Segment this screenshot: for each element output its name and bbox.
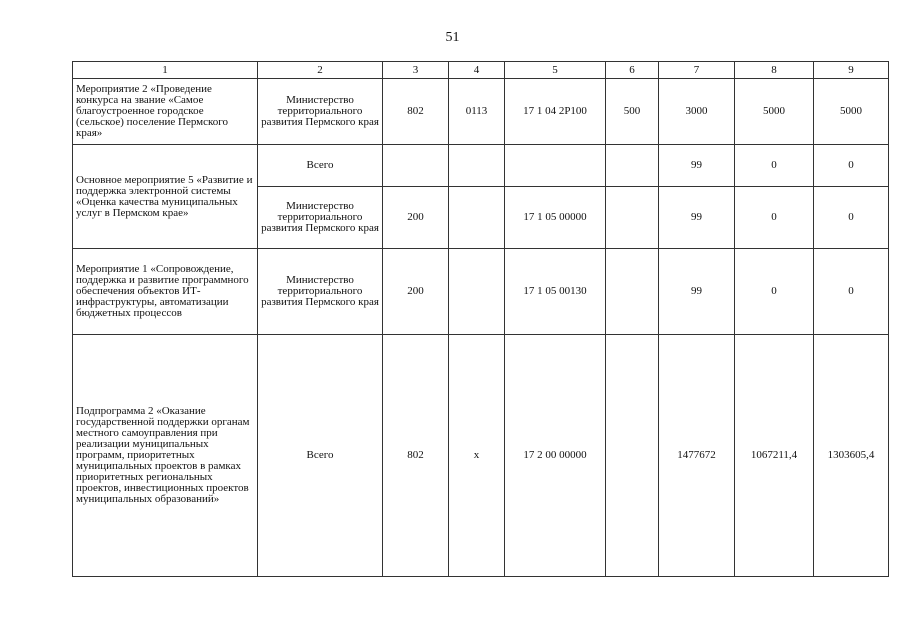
row-description: Основное мероприятие 5 «Развитие и поддержка электронной системы «Оценка качества муниципальных услуг в Пермском крае» — [73, 145, 258, 249]
column-header: 5 — [505, 62, 606, 79]
column-header: 1 — [73, 62, 258, 79]
row-description: Подпрограмма 2 «Оказание государственной поддержки органам местного самоуправления при реализации муниципальных программ, приоритетных муниципальных проектов в рамках приоритетных региональных проектов, инвестиционных проектов муниципальных образований» — [73, 335, 258, 577]
column-header: 7 — [659, 62, 735, 79]
column-header: 2 — [258, 62, 383, 79]
table-row — [73, 335, 889, 577]
cell-col3: 200 — [383, 249, 449, 335]
cell-col7: 99 — [659, 145, 735, 187]
cell-col4 — [449, 145, 505, 187]
cell-col5: 17 1 04 2Р100 — [505, 79, 606, 145]
cell-col8: 5000 — [735, 79, 814, 145]
cell-col8: 1067211,4 — [735, 335, 814, 577]
cell-col5: 17 1 05 00130 — [505, 249, 606, 335]
cell-col4: х — [449, 335, 505, 577]
table-row — [73, 145, 889, 187]
cell-col6 — [606, 187, 659, 249]
column-header: 8 — [735, 62, 814, 79]
cell-col9: 0 — [814, 145, 889, 187]
cell-col6 — [606, 249, 659, 335]
table-header-row — [73, 62, 889, 79]
responsible-executor: Всего — [258, 145, 383, 187]
column-header: 9 — [814, 62, 889, 79]
cell-col5: 17 2 00 00000 — [505, 335, 606, 577]
cell-col8: 0 — [735, 187, 814, 249]
cell-col4: 0113 — [449, 79, 505, 145]
cell-col7: 99 — [659, 187, 735, 249]
cell-col3: 802 — [383, 335, 449, 577]
table-row — [73, 79, 889, 145]
cell-col3 — [383, 145, 449, 187]
responsible-executor: Всего — [258, 335, 383, 577]
cell-col9: 1303605,4 — [814, 335, 889, 577]
cell-col3: 802 — [383, 79, 449, 145]
cell-col9: 5000 — [814, 79, 889, 145]
cell-col4 — [449, 187, 505, 249]
column-header: 3 — [383, 62, 449, 79]
table-row — [73, 249, 889, 335]
cell-col9: 0 — [814, 249, 889, 335]
cell-col5: 17 1 05 00000 — [505, 187, 606, 249]
cell-col7: 1477672 — [659, 335, 735, 577]
row-description: Мероприятие 1 «Сопровождение, поддержка и развитие программного обеспечения объектов ИТ-инфраструктуры, автоматизации бюджетных процессов — [73, 249, 258, 335]
cell-col7: 3000 — [659, 79, 735, 145]
cell-col8: 0 — [735, 249, 814, 335]
column-header: 6 — [606, 62, 659, 79]
cell-col8: 0 — [735, 145, 814, 187]
responsible-executor: Министерство территориального развития Пермского края — [258, 187, 383, 249]
cell-col5 — [505, 145, 606, 187]
cell-col4 — [449, 249, 505, 335]
cell-col6 — [606, 335, 659, 577]
row-description: Мероприятие 2 «Проведение конкурса на звание «Самое благоустроенное городское (сельское) поселение Пермского края» — [73, 79, 258, 145]
cell-col7: 99 — [659, 249, 735, 335]
responsible-executor: Министерство территориального развития Пермского края — [258, 249, 383, 335]
responsible-executor: Министерство территориального развития Пермского края — [258, 79, 383, 145]
cell-col6: 500 — [606, 79, 659, 145]
budget-table — [72, 61, 889, 577]
cell-col3: 200 — [383, 187, 449, 249]
column-header: 4 — [449, 62, 505, 79]
page-number: 51 — [445, 30, 460, 45]
cell-col6 — [606, 145, 659, 187]
cell-col9: 0 — [814, 187, 889, 249]
